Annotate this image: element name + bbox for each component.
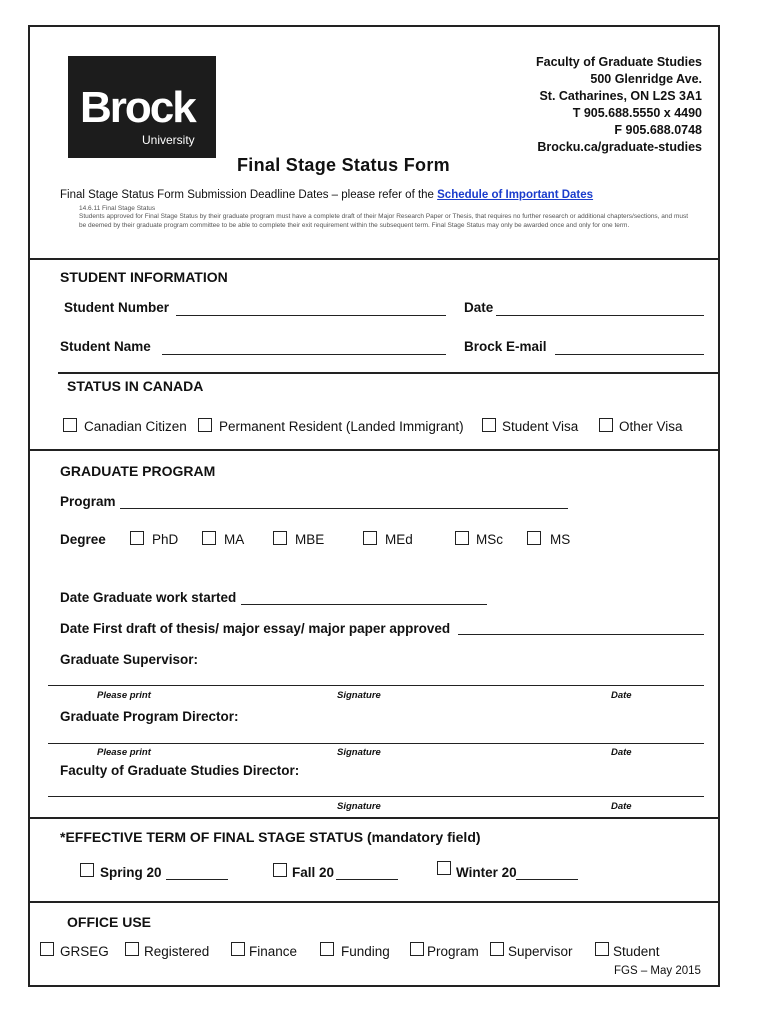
address-line: F 905.688.0748 — [614, 123, 702, 137]
office-option-label: Program — [427, 944, 479, 959]
schedule-link[interactable]: Schedule of Important Dates — [437, 189, 594, 201]
degree-ma-checkbox[interactable] — [202, 531, 216, 545]
brock-email-field[interactable] — [555, 354, 704, 355]
spring-year-field[interactable] — [166, 879, 228, 880]
student-info-heading: STUDENT INFORMATION — [60, 269, 228, 285]
caption-print: Please print — [97, 747, 151, 758]
other-visa-checkbox[interactable] — [599, 418, 613, 432]
divider — [28, 449, 720, 451]
form-title: Final Stage Status Form — [237, 155, 450, 175]
degree-option-label: MEd — [385, 532, 413, 547]
office-option-label: Student — [613, 944, 660, 959]
date-label: Date — [464, 300, 494, 315]
policy-text: Students approved for Final Stage Status by their graduate program must have a complete draft of their Major Research Paper or Thesis, that requires no further research or additional chapters/sections, and must be deemed by their graduate program committee to be able to complete their exit requirement within the subsequent term. Final Stage Status may only be awarded once and only for one term. — [79, 213, 689, 229]
program-checkbox[interactable] — [410, 942, 424, 956]
effective-term-heading: *EFFECTIVE TERM OF FINAL STAGE STATUS (mandatory field) — [60, 829, 481, 845]
brock-logo — [68, 56, 216, 158]
degree-option-label: MBE — [295, 532, 325, 547]
term-option-label: Fall 20 — [292, 865, 335, 880]
student-checkbox[interactable] — [595, 942, 609, 956]
work-started-field[interactable] — [241, 604, 487, 605]
degree-phd-checkbox[interactable] — [130, 531, 144, 545]
office-option-label: Funding — [341, 944, 390, 959]
faculty-address — [536, 54, 702, 156]
student-visa-checkbox[interactable] — [482, 418, 496, 432]
deadline-note — [60, 189, 593, 201]
caption-signature: Signature — [337, 747, 381, 758]
caption-date: Date — [611, 690, 632, 701]
work-started-label: Date Graduate work started — [60, 590, 237, 605]
student-name-label: Student Name — [60, 339, 151, 354]
logo-wordmark: Brock — [80, 83, 195, 132]
supervisor-label: Graduate Supervisor: — [60, 652, 199, 667]
status-option-label: Student Visa — [502, 419, 579, 434]
permanent-resident-checkbox[interactable] — [198, 418, 212, 432]
first-draft-label: Date First draft of thesis/ major essay/ major paper approved — [60, 621, 451, 636]
divider — [28, 901, 720, 903]
winter-year-field[interactable] — [516, 879, 578, 880]
grseg-checkbox[interactable] — [40, 942, 54, 956]
office-option-label: Supervisor — [508, 944, 573, 959]
finance-checkbox[interactable] — [231, 942, 245, 956]
address-line: 500 Glenridge Ave. — [590, 72, 702, 86]
first-draft-field[interactable] — [458, 634, 704, 635]
degree-ms-checkbox[interactable] — [527, 531, 541, 545]
office-option-label: Registered — [144, 944, 210, 959]
deadline-text: Final Stage Status Form Submission Deadline Dates – please refer of the — [60, 189, 438, 201]
registered-checkbox[interactable] — [125, 942, 139, 956]
address-line: Faculty of Graduate Studies — [535, 55, 702, 69]
status-option-label: Other Visa — [619, 419, 683, 434]
term-option-label: Winter 20 — [456, 865, 517, 880]
policy-reference: 14.6.11 Final Stage Status — [79, 205, 156, 212]
supervisor-checkbox[interactable] — [490, 942, 504, 956]
graduate-program-heading: GRADUATE PROGRAM — [60, 463, 216, 479]
caption-date: Date — [611, 801, 632, 812]
program-label: Program — [60, 494, 116, 509]
student-name-field[interactable] — [162, 354, 446, 355]
fall-year-field[interactable] — [336, 879, 398, 880]
brock-email-label: Brock E-mail — [464, 339, 547, 354]
logo-subtitle: University — [142, 133, 195, 147]
status-heading: STATUS IN CANADA — [67, 378, 204, 394]
status-option-label: Canadian Citizen — [84, 419, 187, 434]
degree-label: Degree — [60, 532, 106, 547]
caption-date: Date — [611, 747, 632, 758]
degree-option-label: MS — [550, 532, 571, 547]
date-field[interactable] — [496, 315, 704, 316]
divider — [58, 372, 720, 374]
divider — [28, 817, 720, 819]
term-option-label: Spring 20 — [100, 865, 162, 880]
divider — [28, 258, 720, 260]
student-number-field[interactable] — [176, 315, 446, 316]
address-line: Brocku.ca/graduate-studies — [537, 140, 702, 154]
program-field[interactable] — [120, 508, 568, 509]
spring-checkbox[interactable] — [80, 863, 94, 877]
director-signature-line[interactable] — [48, 743, 704, 744]
winter-checkbox[interactable] — [437, 861, 451, 875]
office-option-label: Finance — [249, 944, 298, 959]
canadian-citizen-checkbox[interactable] — [63, 418, 77, 432]
funding-checkbox[interactable] — [320, 942, 334, 956]
office-option-label: GRSEG — [60, 944, 109, 959]
student-number-label: Student Number — [64, 300, 170, 315]
fgs-director-signature-line[interactable] — [48, 796, 704, 797]
degree-option-label: MA — [224, 532, 245, 547]
address-line: St. Catharines, ON L2S 3A1 — [539, 89, 702, 103]
degree-option-label: PhD — [152, 532, 179, 547]
caption-print: Please print — [97, 690, 151, 701]
office-use-heading: OFFICE USE — [67, 914, 152, 930]
form-version: FGS – May 2015 — [614, 965, 701, 977]
fall-checkbox[interactable] — [273, 863, 287, 877]
degree-option-label: MSc — [476, 532, 503, 547]
status-option-label: Permanent Resident (Landed Immigrant) — [219, 419, 464, 434]
caption-signature: Signature — [337, 801, 381, 812]
program-director-label: Graduate Program Director: — [60, 709, 239, 724]
degree-mbe-checkbox[interactable] — [273, 531, 287, 545]
degree-med-checkbox[interactable] — [363, 531, 377, 545]
caption-signature: Signature — [337, 690, 381, 701]
address-line: T 905.688.5550 x 4490 — [572, 106, 702, 120]
degree-msc-checkbox[interactable] — [455, 531, 469, 545]
supervisor-signature-line[interactable] — [48, 685, 704, 686]
fgs-director-label: Faculty of Graduate Studies Director: — [60, 763, 300, 778]
